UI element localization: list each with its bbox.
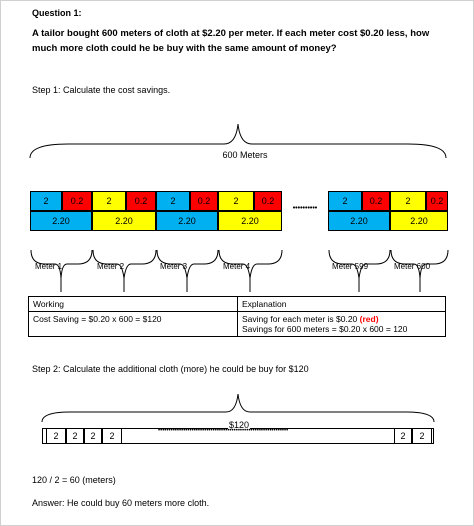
- strip-cell: 2: [46, 428, 66, 444]
- strip-ellipsis: ••••••••••••••••••••••••••••••••••••••••••••••••••••••••••••••: [158, 428, 289, 434]
- total-cell: 2.20: [92, 211, 156, 231]
- working-table: [28, 296, 446, 337]
- meter-label: Meter 3: [160, 262, 188, 271]
- question-text: A tailor bought 600 meters of cloth at $2.20 per meter. If each meter cost $0.20 less, how much more cloth could he be buy with the same amount of money?: [32, 28, 430, 54]
- strip-cell: 2: [412, 428, 432, 444]
- total-meters-label: 600 Meters: [222, 150, 268, 160]
- strip-cell: 2: [102, 428, 122, 444]
- table-header-explanation: Explanation: [238, 297, 446, 312]
- cost-cell: 2: [30, 191, 62, 211]
- meter-label: Meter 4: [223, 262, 251, 271]
- saving-cell: 0.2: [426, 191, 448, 211]
- strip-total-label: $120: [229, 420, 250, 430]
- meter-label: Meter 600: [394, 262, 431, 271]
- calculation-text: 120 / 2 = 60 (meters): [32, 475, 116, 485]
- strip-cell: 2: [394, 428, 412, 444]
- meter-braces: [0, 248, 474, 294]
- explanation-line1: Saving for each meter is $0.20: [242, 314, 360, 324]
- meter-label: Meter 2: [97, 262, 125, 271]
- cost-cell: 2: [156, 191, 190, 211]
- meter-label: Meter 599: [332, 262, 369, 271]
- total-cell: 2.20: [156, 211, 218, 231]
- total-cell: 2.20: [390, 211, 448, 231]
- total-cell: 2.20: [218, 211, 282, 231]
- working-cell: Cost Saving = $0.20 x 600 = $120: [29, 312, 238, 337]
- total-cell: 2.20: [328, 211, 390, 231]
- cost-cell: 2: [218, 191, 254, 211]
- explanation-red: (red): [359, 314, 379, 324]
- strip-cell: 2: [66, 428, 84, 444]
- step2-label: Step 2: Calculate the additional cloth (more) he could be buy for $120: [32, 364, 309, 374]
- question-title: Question 1:: [32, 8, 82, 18]
- cost-cell: 2: [390, 191, 426, 211]
- saving-cell: 0.2: [254, 191, 282, 211]
- cost-cell: 2: [328, 191, 362, 211]
- blocks-ellipsis: ••••••••••: [292, 205, 318, 212]
- total-cell: 2.20: [30, 211, 92, 231]
- answer-text: Answer: He could buy 60 meters more cloth.: [32, 498, 210, 508]
- cost-cell: 2: [92, 191, 126, 211]
- table-header-working: Working: [29, 297, 238, 312]
- meter-label: Meter 1: [35, 262, 63, 271]
- explanation-cell: [238, 312, 446, 337]
- saving-cell: 0.2: [62, 191, 92, 211]
- explanation-line2: Savings for 600 meters = $0.20 x 600 = 120: [242, 324, 408, 334]
- saving-cell: 0.2: [126, 191, 156, 211]
- saving-cell: 0.2: [190, 191, 218, 211]
- strip-cell: 2: [84, 428, 102, 444]
- saving-cell: 0.2: [362, 191, 390, 211]
- step1-label: Step 1: Calculate the cost savings.: [32, 85, 171, 95]
